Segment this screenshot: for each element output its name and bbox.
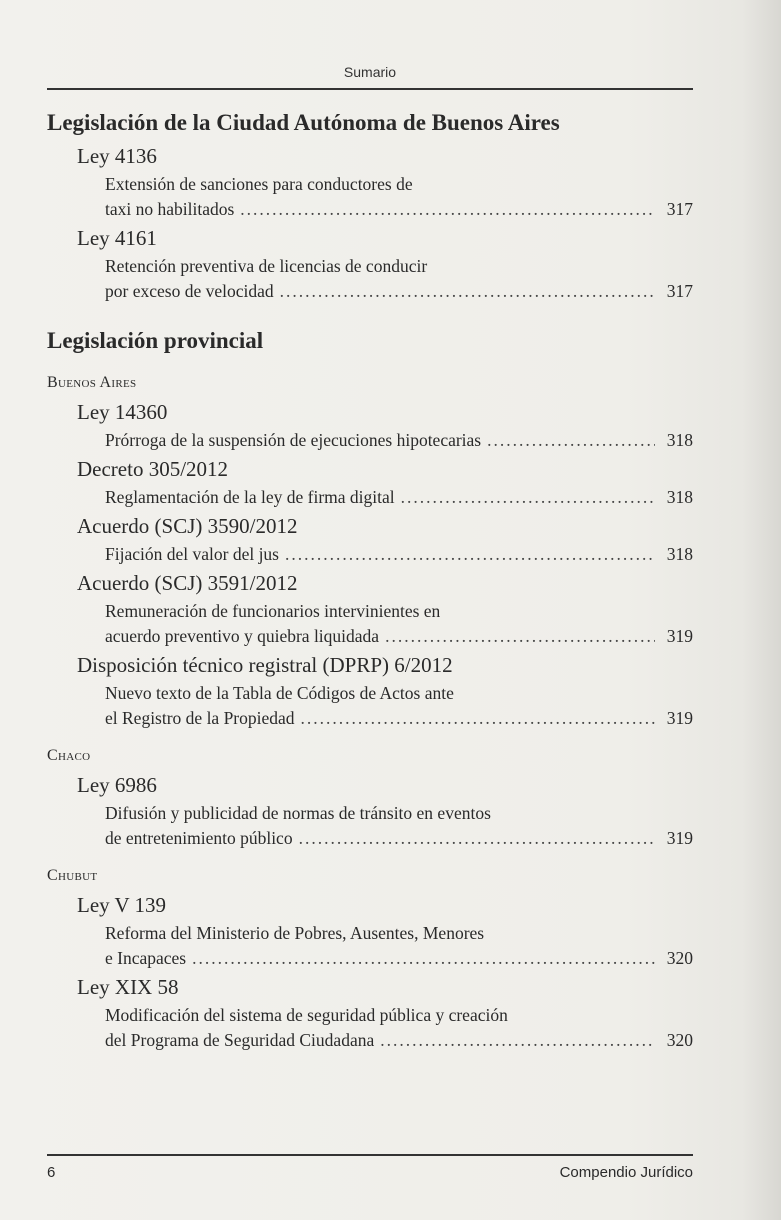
toc-entry[interactable]	[47, 649, 693, 731]
page-reference: 317	[666, 281, 693, 301]
page-number: 6	[47, 1164, 56, 1181]
description-last-line	[105, 946, 693, 971]
page-reference: 317	[666, 199, 693, 219]
law-name: Ley 6986	[77, 773, 157, 797]
description-last-line	[105, 428, 693, 453]
dot-leader	[280, 279, 655, 304]
dot-leader	[380, 1028, 655, 1053]
entry-description	[105, 542, 693, 567]
dot-leader	[299, 826, 655, 851]
province-heading: Chubut	[47, 867, 98, 884]
toc-entry[interactable]	[47, 453, 693, 510]
description-last-line	[105, 542, 693, 567]
page-reference: 320	[666, 1030, 693, 1050]
table-of-contents	[47, 106, 693, 1053]
law-name: Acuerdo (SCJ) 3591/2012	[77, 571, 298, 595]
toc-entry[interactable]	[47, 971, 693, 1053]
description-text: Reglamentación de la ley de firma digital	[105, 487, 395, 507]
description-line: Nuevo texto de la Tabla de Códigos de Actos ante	[105, 683, 454, 703]
entry-description	[105, 485, 693, 510]
page-reference: 318	[666, 430, 693, 450]
law-name: Ley 14360	[77, 400, 168, 424]
description-text: Prórroga de la suspensión de ejecuciones hipotecarias	[105, 430, 482, 450]
page-reference: 319	[666, 828, 693, 848]
dot-leader	[301, 706, 655, 731]
description-last-line	[105, 624, 693, 649]
dot-leader	[401, 485, 655, 510]
toc-entry[interactable]	[47, 567, 693, 649]
law-name: Ley V 139	[77, 893, 167, 917]
dot-leader	[240, 197, 655, 222]
description-line: Modificación del sistema de seguridad pública y creación	[105, 1005, 508, 1025]
header-rule	[47, 88, 693, 90]
province-heading: Buenos Aires	[47, 374, 137, 391]
province-heading: Chaco	[47, 747, 91, 764]
toc-entry[interactable]	[47, 769, 693, 851]
page-reference: 320	[666, 948, 693, 968]
entry-description	[105, 254, 693, 304]
running-header: Sumario	[343, 64, 397, 80]
law-name: Ley 4136	[77, 144, 157, 168]
entry-description	[105, 921, 693, 971]
section-title: Legislación provincial	[47, 328, 264, 353]
section-title: Legislación de la Ciudad Autónoma de Buenos Aires	[47, 110, 560, 135]
description-text: de entretenimiento público	[105, 828, 293, 848]
description-last-line	[105, 485, 693, 510]
description-text: e Incapaces	[105, 948, 187, 968]
description-last-line	[105, 279, 693, 304]
dot-leader	[285, 542, 655, 567]
description-text: acuerdo preventivo y quiebra liquidada	[105, 626, 380, 646]
dot-leader	[487, 428, 655, 453]
toc-entry[interactable]	[47, 396, 693, 453]
entry-description	[105, 681, 693, 731]
description-line: Difusión y publicidad de normas de tránsito en eventos	[105, 803, 491, 823]
description-line: Remuneración de funcionarios intervinientes en	[105, 601, 441, 621]
page-reference: 318	[666, 487, 693, 507]
law-name: Decreto 305/2012	[77, 457, 229, 481]
description-text: taxi no habilitados	[105, 199, 235, 219]
description-line: Retención preventiva de licencias de conducir	[105, 256, 428, 276]
toc-entry[interactable]	[47, 510, 693, 567]
entry-description	[105, 1003, 693, 1053]
footer-rule	[47, 1154, 693, 1156]
toc-entry[interactable]	[47, 889, 693, 971]
entry-description	[105, 172, 693, 222]
page-reference: 318	[666, 544, 693, 564]
description-text: del Programa de Seguridad Ciudadana	[105, 1030, 375, 1050]
description-last-line	[105, 1028, 693, 1053]
entry-description	[105, 428, 693, 453]
description-text: Fijación del valor del jus	[105, 544, 279, 564]
description-line: Reforma del Ministerio de Pobres, Ausentes, Menores	[105, 923, 485, 943]
description-line: Extensión de sanciones para conductores de	[105, 174, 413, 194]
law-name: Disposición técnico registral (DPRP) 6/2012	[77, 653, 453, 677]
law-name: Acuerdo (SCJ) 3590/2012	[77, 514, 298, 538]
description-text: por exceso de velocidad	[105, 281, 274, 301]
dot-leader	[192, 946, 655, 971]
toc-entry[interactable]	[47, 140, 693, 222]
entry-description	[105, 801, 693, 851]
publication-title: Compendio Jurídico	[559, 1164, 693, 1181]
page-reference: 319	[666, 626, 693, 646]
description-last-line	[105, 706, 693, 731]
page-reference: 319	[666, 708, 693, 728]
dot-leader	[385, 624, 655, 649]
description-last-line	[105, 826, 693, 851]
law-name: Ley XIX 58	[77, 975, 179, 999]
entry-description	[105, 599, 693, 649]
toc-entry[interactable]	[47, 222, 693, 304]
law-name: Ley 4161	[77, 226, 157, 250]
description-last-line	[105, 197, 693, 222]
description-text: el Registro de la Propiedad	[105, 708, 295, 728]
